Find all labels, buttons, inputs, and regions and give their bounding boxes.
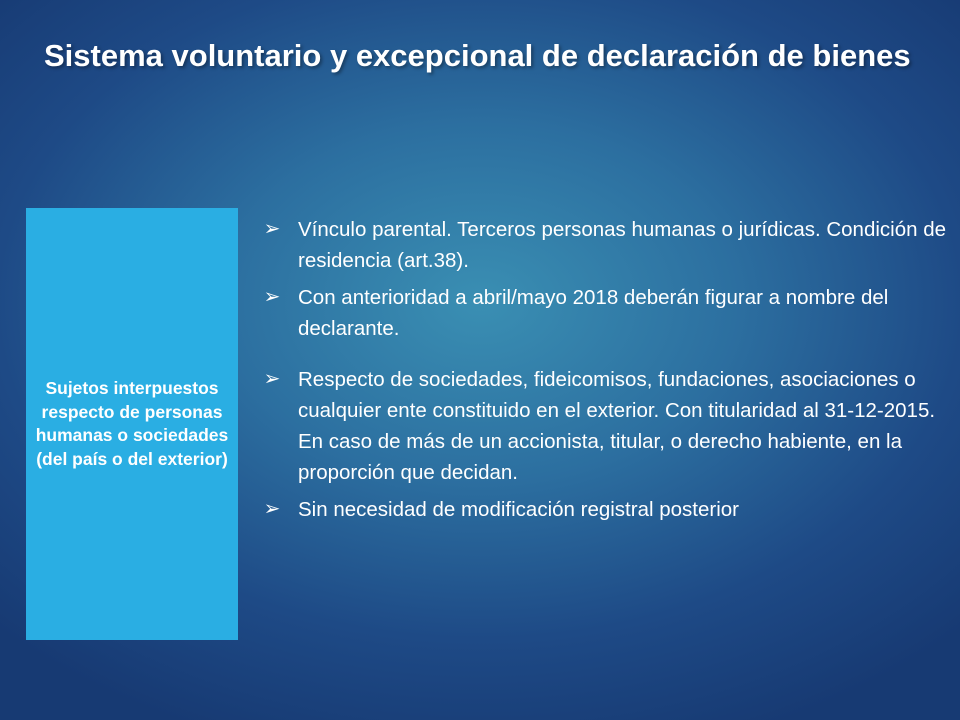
bullet-list — [258, 214, 948, 525]
bullet-item — [258, 214, 948, 276]
subject-box — [26, 208, 238, 640]
bullet-text: Vínculo parental. Terceros personas humanas o jurídicas. Condición de residencia (art.38). — [298, 218, 947, 272]
arrow-bullet-icon: ➢ — [263, 218, 281, 240]
bullet-item — [258, 282, 948, 344]
arrow-bullet-icon: ➢ — [263, 498, 281, 520]
arrow-bullet-icon: ➢ — [263, 286, 281, 308]
bullet-item — [258, 494, 948, 525]
bullet-text: Respecto de sociedades, fideicomisos, fundaciones, asociaciones o cualquier ente constituido en el exterior. Con titularidad al 31-12-2015. En caso de más de un accionista, titular, o derecho habiente, en la proporción que decidan. — [298, 368, 936, 484]
subject-box-text: Sujetos interpuestos respecto de personas humanas o sociedades (del país o del exterior) — [35, 378, 229, 469]
slide-title: Sistema voluntario y excepcional de declaración de bienes — [44, 38, 911, 73]
bullet-item — [258, 364, 948, 488]
bullet-text: Con anterioridad a abril/mayo 2018 deberán figurar a nombre del declarante. — [298, 286, 889, 340]
arrow-bullet-icon: ➢ — [263, 368, 281, 390]
bullet-text: Sin necesidad de modificación registral posterior — [298, 498, 739, 521]
